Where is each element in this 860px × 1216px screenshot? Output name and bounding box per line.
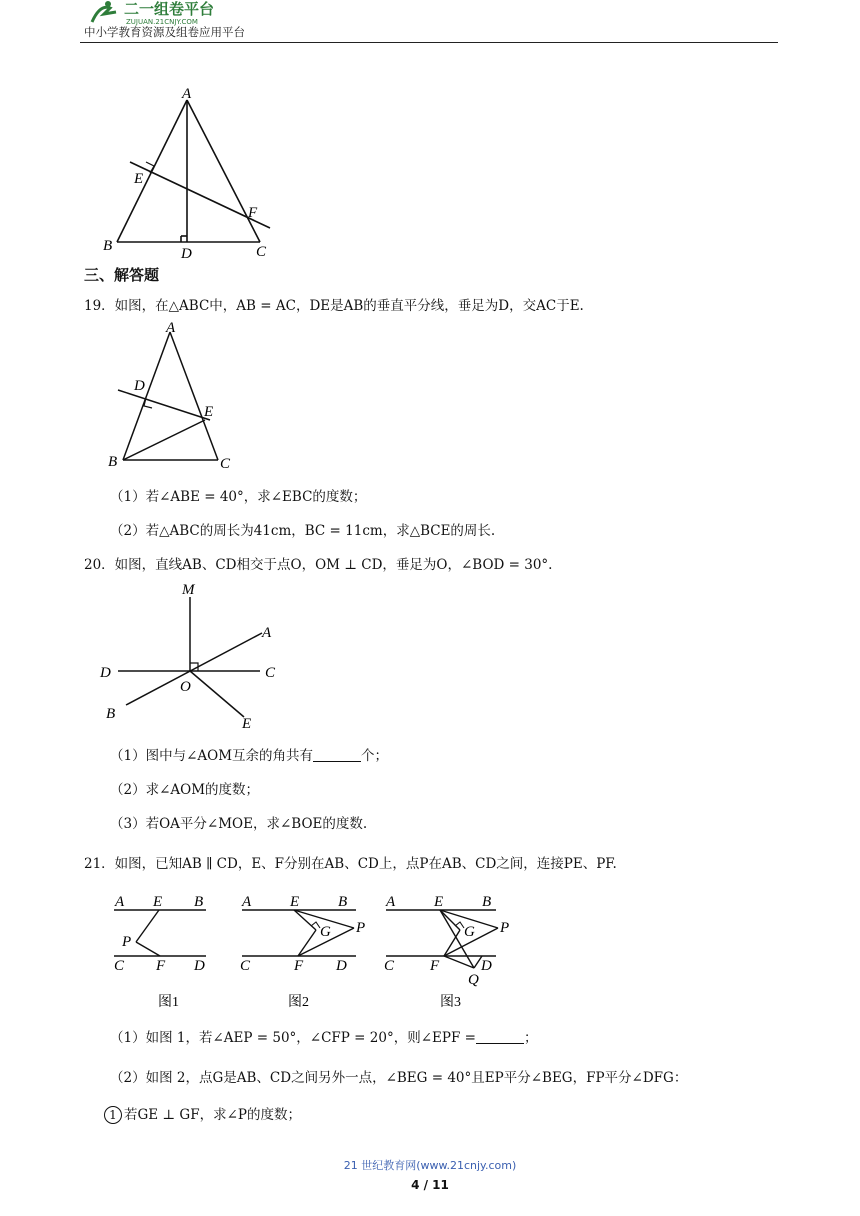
fig2-d: D: [336, 958, 347, 974]
label-m: M: [182, 582, 195, 598]
svg-text:二一组卷平台: 二一组卷平台: [124, 0, 215, 18]
caption-fig3: 图3: [440, 995, 461, 1010]
header-divider: [80, 42, 778, 43]
fig2-e: E: [290, 894, 300, 910]
section-title: 三、解答题: [84, 266, 160, 284]
footer-link[interactable]: 21 世纪教育网(www.21cnjy.com): [343, 1159, 517, 1172]
label-d: D: [181, 246, 192, 262]
fig1-p: P: [122, 934, 132, 950]
answer-blank[interactable]: [476, 1029, 524, 1044]
q19-part1: （1）若∠ABE = 40°，求∠EBC的度数；: [110, 489, 367, 505]
svg-text:ZUJUAN.21CNJY.COM: ZUJUAN.21CNJY.COM: [126, 18, 198, 26]
fig3-c: C: [384, 958, 395, 974]
answer-blank[interactable]: [313, 747, 361, 762]
fig3-a: A: [386, 894, 396, 910]
page-number: 4 / 11: [411, 1178, 449, 1192]
label-c: C: [265, 665, 276, 681]
q20-stem: 20．如图，直线AB、CD相交于点O，OM ⊥ CD，垂足为O，∠BOD = 30°.: [84, 557, 553, 573]
fig2-g: G: [320, 924, 331, 940]
label-c: C: [256, 244, 267, 260]
figure-q18: [100, 82, 290, 266]
label-f: F: [248, 205, 258, 221]
label-d: D: [134, 378, 145, 394]
figure-q20: [96, 575, 296, 739]
figure-q21: [104, 884, 524, 1018]
caption-fig1: 图1: [158, 995, 179, 1010]
label-b: B: [108, 454, 118, 470]
q20-part1: （1）图中与∠AOM互余的角共有 个；: [110, 748, 389, 764]
fig2-c: C: [240, 958, 251, 974]
fig2-p: P: [356, 920, 366, 936]
label-d: D: [100, 665, 111, 681]
platform-logo: [86, 0, 276, 26]
label-e: E: [134, 171, 144, 187]
label-a: A: [166, 320, 176, 336]
fig1-f: F: [156, 958, 166, 974]
fig3-p: P: [500, 920, 510, 936]
label-e: E: [242, 716, 252, 732]
fig1-d: D: [194, 958, 205, 974]
fig3-b: B: [482, 894, 492, 910]
label-b: B: [106, 706, 116, 722]
label-a: A: [262, 625, 272, 641]
q20-part3: （3）若OA平分∠MOE，求∠BOE的度数.: [110, 816, 368, 832]
label-e: E: [204, 404, 214, 420]
circled-number: 1: [104, 1106, 122, 1124]
fig3-q: Q: [468, 972, 479, 988]
label-b: B: [103, 238, 113, 254]
q21-stem: 21．如图，已知AB ∥ CD，E、F分别在AB、CD上，点P在AB、CD之间，连接PE、PF.: [84, 856, 617, 872]
q21-part2: （2）如图 2，点G是AB、CD之间另外一点，∠BEG = 40°且EP平分∠BEG，FP平分∠DFG：: [110, 1070, 688, 1086]
figure-q19: [100, 318, 250, 477]
fig2-a: A: [242, 894, 252, 910]
fig2-b: B: [338, 894, 348, 910]
header-subtitle: 中小学教育资源及组卷应用平台: [84, 25, 245, 39]
fig3-f: F: [430, 958, 440, 974]
q21-sub1: 1 若GE ⊥ GF，求∠P的度数；: [104, 1103, 301, 1124]
fig3-g: G: [464, 924, 475, 940]
fig1-c: C: [114, 958, 125, 974]
q19-stem: 19．如图，在△ABC中，AB = AC，DE是AB的垂直平分线，垂足为D，交AC于E.: [84, 298, 584, 314]
label-o: O: [180, 679, 191, 695]
label-a: A: [182, 86, 192, 102]
q21-part1: （1）如图 1，若∠AEP = 50°，∠CFP = 20°，则∠EPF = ；: [110, 1030, 538, 1046]
fig1-a: A: [115, 894, 125, 910]
label-c: C: [220, 456, 231, 472]
q20-part2: （2）求∠AOM的度数；: [110, 782, 260, 798]
fig1-e: E: [153, 894, 163, 910]
fig2-f: F: [294, 958, 304, 974]
caption-fig2: 图2: [288, 995, 309, 1010]
q19-part2: （2）若△ABC的周长为41cm，BC = 11cm，求△BCE的周长.: [110, 523, 496, 539]
fig3-e: E: [434, 894, 444, 910]
fig1-b: B: [194, 894, 204, 910]
fig3-d: D: [481, 958, 492, 974]
